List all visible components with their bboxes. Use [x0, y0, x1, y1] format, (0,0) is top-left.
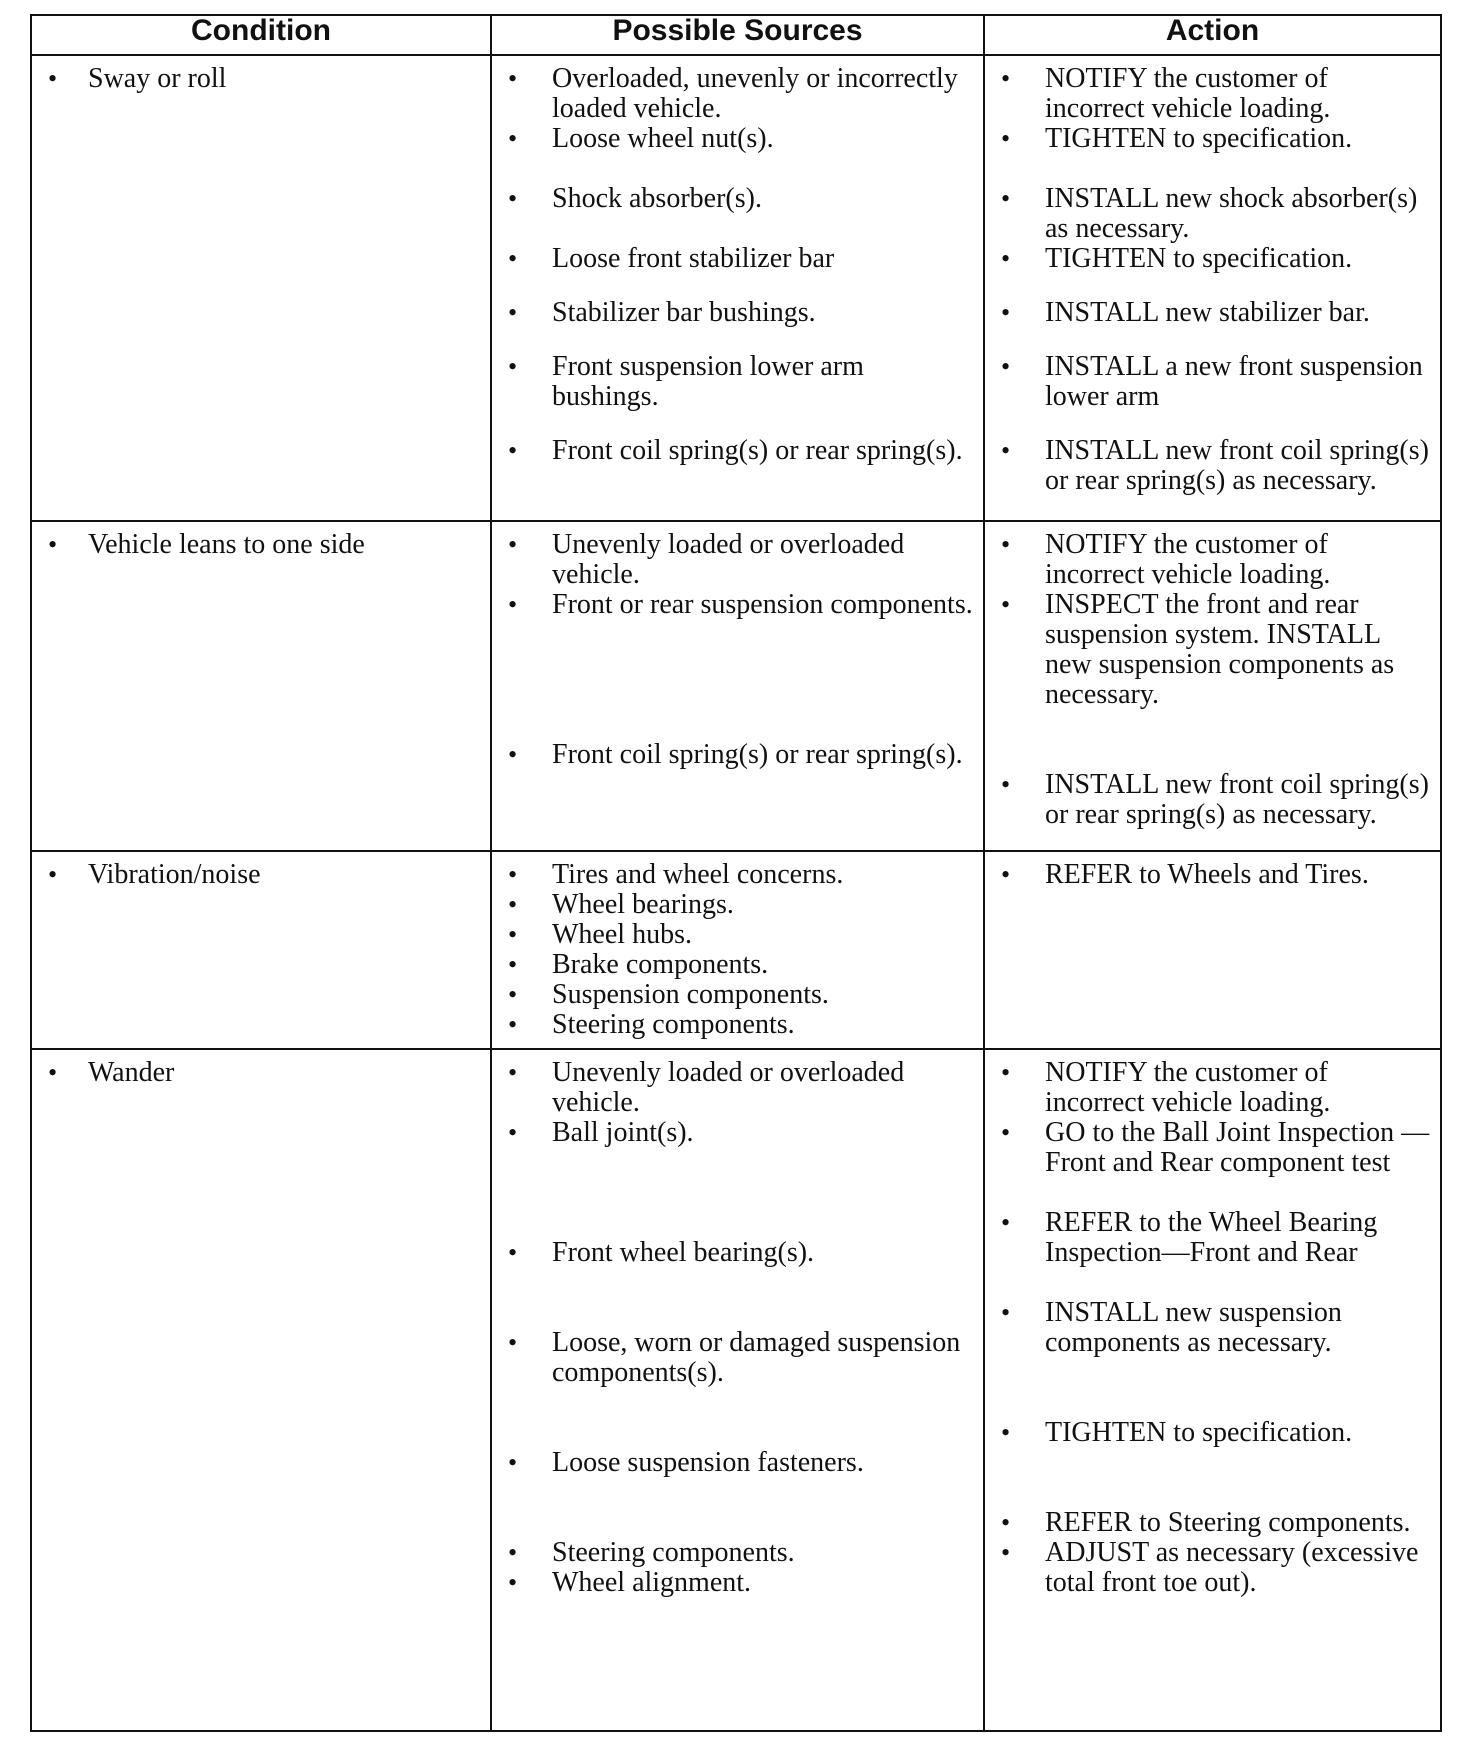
sources-cell	[491, 1049, 984, 1731]
table-row	[31, 1049, 1441, 1731]
source-item: • Loose wheel nut(s).	[504, 124, 973, 154]
action-cell	[984, 55, 1441, 521]
header-row	[31, 15, 1441, 55]
action-item: • GO to the Ball Joint Inspection — Front and Rear component test	[997, 1118, 1430, 1178]
sources-cell	[491, 55, 984, 521]
source-item: • Steering components.	[504, 1538, 973, 1568]
source-item: • Wheel alignment.	[504, 1568, 973, 1598]
action-item: • INSPECT the front and rear suspension system. INSTALL new suspension components as necessary.	[997, 590, 1430, 710]
action-cell	[984, 1049, 1441, 1731]
diagnosis-table	[30, 14, 1442, 1732]
sources-cell	[491, 851, 984, 1049]
action-item: • NOTIFY the customer of incorrect vehicle loading.	[997, 1058, 1430, 1118]
source-item: • Stabilizer bar bushings.	[504, 298, 973, 328]
condition-text: • Sway or roll	[44, 64, 480, 94]
action-item: • REFER to Wheels and Tires.	[997, 860, 1430, 890]
action-item: • NOTIFY the customer of incorrect vehicle loading.	[997, 530, 1430, 590]
source-item: • Suspension components.	[504, 980, 973, 1010]
source-item: • Front coil spring(s) or rear spring(s).	[504, 740, 973, 770]
condition-cell	[31, 1049, 491, 1731]
action-cell	[984, 521, 1441, 851]
source-item: • Wheel hubs.	[504, 920, 973, 950]
header-action: Action	[984, 15, 1441, 55]
source-item: • Brake components.	[504, 950, 973, 980]
action-item: • INSTALL a new front suspension lower arm	[997, 352, 1430, 412]
action-item: • TIGHTEN to specification.	[997, 244, 1430, 274]
action-item: • TIGHTEN to specification.	[997, 124, 1430, 154]
source-item: • Steering components.	[504, 1010, 973, 1040]
action-item: • INSTALL new stabilizer bar.	[997, 298, 1430, 328]
action-item: • INSTALL new front coil spring(s) or rear spring(s) as necessary.	[997, 770, 1430, 830]
source-item: • Ball joint(s).	[504, 1118, 973, 1148]
condition-text: • Vibration/noise	[44, 860, 480, 890]
header-condition: Condition	[31, 15, 491, 55]
source-item: • Loose, worn or damaged suspension components(s).	[504, 1328, 973, 1388]
table-row	[31, 851, 1441, 1049]
header-possible-sources: Possible Sources	[491, 15, 984, 55]
source-item: • Loose front stabilizer bar	[504, 244, 973, 274]
source-item: • Front suspension lower arm bushings.	[504, 352, 973, 412]
condition-text: • Vehicle leans to one side	[44, 530, 480, 560]
source-item: • Unevenly loaded or overloaded vehicle.	[504, 1058, 973, 1118]
action-item: • INSTALL new shock absorber(s) as necessary.	[997, 184, 1430, 244]
action-item: • TIGHTEN to specification.	[997, 1418, 1430, 1448]
source-item: • Overloaded, unevenly or incorrectly loaded vehicle.	[504, 64, 973, 124]
condition-cell	[31, 851, 491, 1049]
source-item: • Wheel bearings.	[504, 890, 973, 920]
source-item: • Unevenly loaded or overloaded vehicle.	[504, 530, 973, 590]
action-item: • INSTALL new suspension components as necessary.	[997, 1298, 1430, 1358]
action-item: • ADJUST as necessary (excessive total front toe out).	[997, 1538, 1430, 1598]
condition-cell	[31, 55, 491, 521]
source-item: • Tires and wheel concerns.	[504, 860, 973, 890]
source-item: • Front wheel bearing(s).	[504, 1238, 973, 1268]
action-item: • REFER to Steering components.	[997, 1508, 1430, 1538]
source-item: • Loose suspension fasteners.	[504, 1448, 973, 1478]
action-item: • NOTIFY the customer of incorrect vehicle loading.	[997, 64, 1430, 124]
condition-cell	[31, 521, 491, 851]
source-item: • Front coil spring(s) or rear spring(s).	[504, 436, 973, 466]
action-cell	[984, 851, 1441, 1049]
source-item: • Shock absorber(s).	[504, 184, 973, 214]
sources-cell	[491, 521, 984, 851]
action-item: • REFER to the Wheel Bearing Inspection—Front and Rear	[997, 1208, 1430, 1268]
condition-text: • Wander	[44, 1058, 480, 1088]
action-item: • INSTALL new front coil spring(s) or rear spring(s) as necessary.	[997, 436, 1430, 496]
source-item: • Front or rear suspension components.	[504, 590, 973, 620]
table-row	[31, 521, 1441, 851]
table-row	[31, 55, 1441, 521]
